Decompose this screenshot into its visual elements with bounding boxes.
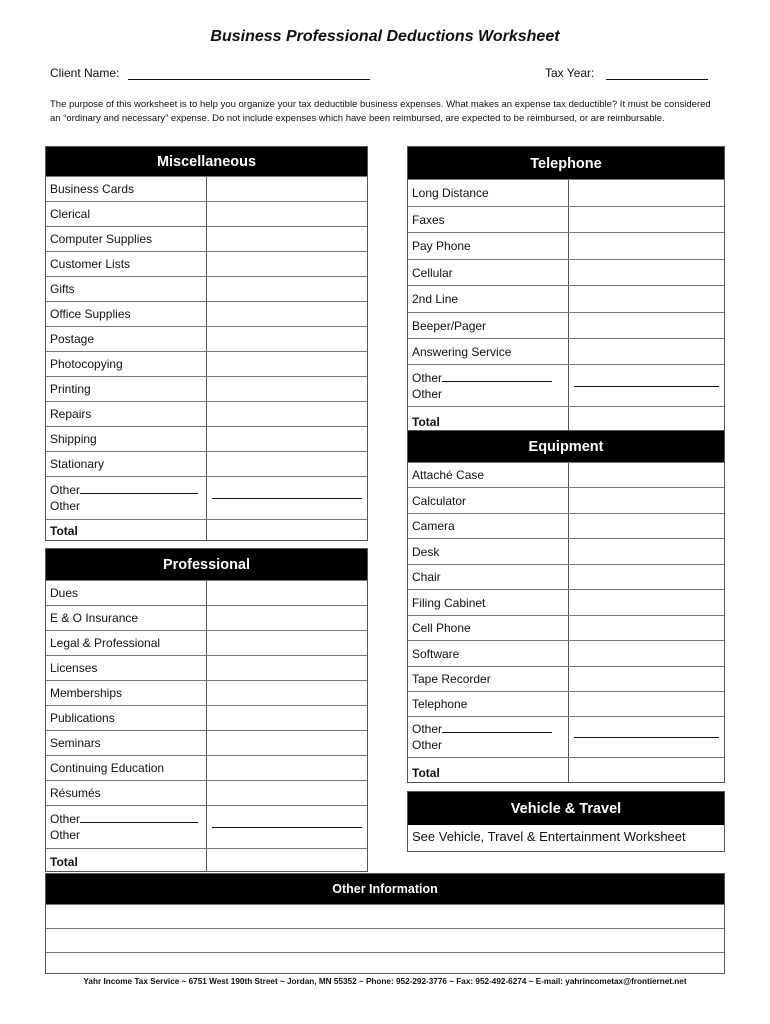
table-row	[46, 655, 367, 680]
table-row	[408, 312, 724, 338]
row-label: Faxes	[408, 207, 569, 232]
other-amount-field[interactable]	[569, 365, 724, 406]
other-description-field[interactable]	[442, 370, 552, 382]
other-label	[408, 365, 569, 406]
amount-field[interactable]	[569, 313, 724, 338]
table-row	[46, 401, 367, 426]
miscellaneous-rows	[46, 176, 367, 540]
amount-line	[212, 827, 362, 828]
table-row	[408, 206, 724, 232]
row-label: Computer Supplies	[46, 227, 207, 251]
amount-field[interactable]	[207, 581, 367, 605]
total-label: Total	[46, 520, 207, 540]
row-label: Desk	[408, 539, 569, 564]
other-description-field[interactable]	[442, 721, 552, 733]
total-amount-field[interactable]	[569, 758, 724, 782]
table-row	[408, 259, 724, 285]
row-label: E & O Insurance	[46, 606, 207, 630]
table-row	[46, 251, 367, 276]
amount-field[interactable]	[207, 731, 367, 755]
row-label: Dues	[46, 581, 207, 605]
row-label: Long Distance	[408, 180, 569, 206]
table-row	[46, 580, 367, 605]
amount-field[interactable]	[207, 277, 367, 301]
amount-field[interactable]	[207, 177, 367, 201]
row-label: Seminars	[46, 731, 207, 755]
row-label: Repairs	[46, 402, 207, 426]
table-row	[408, 513, 724, 538]
table-row	[408, 179, 724, 206]
amount-field[interactable]	[207, 681, 367, 705]
vehicle-travel-note: See Vehicle, Travel & Entertainment Worksheet	[412, 829, 686, 844]
row-label: Photocopying	[46, 352, 207, 376]
purpose-text: The purpose of this worksheet is to help you organize your tax deductible business expenses. What makes an expense tax deductible? It must be considered an “ordinary and necessary” expense. Do not include expenses which have been reimbursed, are expected to be reimbursed, or are reimbursable.	[50, 99, 711, 124]
amount-field[interactable]	[207, 452, 367, 476]
row-label: Cellular	[408, 260, 569, 285]
row-label: Shipping	[46, 427, 207, 451]
other-label	[46, 806, 207, 848]
amount-line	[212, 498, 362, 499]
row-label: Answering Service	[408, 339, 569, 364]
table-row	[46, 680, 367, 705]
total-amount-field[interactable]	[207, 520, 367, 540]
total-row	[46, 848, 367, 871]
other-label-2: Other	[412, 738, 443, 752]
other-information-line[interactable]	[46, 952, 724, 976]
amount-field[interactable]	[569, 286, 724, 312]
table-row	[46, 451, 367, 476]
other-label-2: Other	[412, 386, 443, 401]
row-label: Stationary	[46, 452, 207, 476]
row-label: Cell Phone	[408, 616, 569, 640]
client-name-label: Client Name:	[50, 66, 120, 80]
table-row	[408, 338, 724, 364]
table-row	[46, 201, 367, 226]
amount-field[interactable]	[569, 616, 724, 640]
row-label: Printing	[46, 377, 207, 401]
vehicle-travel-section	[407, 791, 725, 852]
amount-field[interactable]	[207, 377, 367, 401]
row-label: Office Supplies	[46, 302, 207, 326]
total-amount-field[interactable]	[207, 849, 367, 871]
row-label: Beeper/Pager	[408, 313, 569, 338]
amount-field[interactable]	[207, 202, 367, 226]
amount-field[interactable]	[207, 656, 367, 680]
other-row	[46, 476, 367, 519]
amount-field[interactable]	[207, 427, 367, 451]
table-row	[46, 730, 367, 755]
table-row	[408, 640, 724, 666]
amount-field[interactable]	[569, 692, 724, 716]
other-description-field[interactable]	[80, 482, 198, 494]
table-row	[46, 705, 367, 730]
amount-field[interactable]	[569, 641, 724, 666]
other-amount-field[interactable]	[569, 717, 724, 757]
other-information-line[interactable]	[46, 928, 724, 952]
table-row	[46, 226, 367, 251]
other-amount-field[interactable]	[207, 477, 367, 519]
amount-field[interactable]	[569, 590, 724, 615]
other-label	[46, 477, 207, 519]
other-information-section	[45, 873, 725, 974]
table-row	[46, 276, 367, 301]
table-row	[408, 589, 724, 615]
tax-year-label: Tax Year:	[545, 66, 595, 80]
row-label: Gifts	[46, 277, 207, 301]
row-label: Calculator	[408, 488, 569, 513]
table-row	[46, 630, 367, 655]
table-row	[408, 564, 724, 589]
amount-field[interactable]	[207, 706, 367, 730]
amount-line	[574, 386, 719, 387]
miscellaneous-header: Miscellaneous	[46, 147, 367, 176]
professional-header: Professional	[46, 549, 367, 580]
row-label: Memberships	[46, 681, 207, 705]
table-row	[46, 780, 367, 805]
total-row	[46, 519, 367, 540]
table-row	[408, 666, 724, 691]
amount-field[interactable]	[569, 514, 724, 538]
table-row	[46, 426, 367, 451]
other-label-1: Other	[50, 483, 81, 497]
table-row	[408, 487, 724, 513]
amount-field[interactable]	[207, 781, 367, 805]
table-row	[408, 462, 724, 487]
amount-field[interactable]	[569, 667, 724, 691]
other-label-1: Other	[412, 722, 443, 736]
amount-field[interactable]	[569, 207, 724, 232]
tax-year-field[interactable]	[606, 79, 708, 80]
other-label-1: Other	[50, 812, 81, 826]
amount-field[interactable]	[207, 352, 367, 376]
professional-section	[45, 548, 368, 872]
table-row	[46, 351, 367, 376]
row-label: Pay Phone	[408, 233, 569, 259]
other-label-2: Other	[50, 828, 81, 842]
row-label: Clerical	[46, 202, 207, 226]
other-description-field[interactable]	[80, 811, 198, 823]
table-row	[408, 691, 724, 716]
other-amount-field[interactable]	[207, 806, 367, 848]
table-row	[46, 326, 367, 351]
amount-field[interactable]	[569, 260, 724, 285]
row-label: Legal & Professional	[46, 631, 207, 655]
other-label-1: Other	[412, 370, 443, 385]
table-row	[408, 232, 724, 259]
row-label: Postage	[46, 327, 207, 351]
total-row	[408, 406, 724, 431]
amount-field[interactable]	[569, 463, 724, 487]
vehicle-travel-header: Vehicle & Travel	[408, 792, 724, 825]
row-label: Publications	[46, 706, 207, 730]
equipment-header: Equipment	[408, 431, 724, 462]
amount-field[interactable]	[207, 227, 367, 251]
amount-field[interactable]	[207, 402, 367, 426]
total-label: Total	[408, 758, 569, 782]
row-label: Filing Cabinet	[408, 590, 569, 615]
table-row	[408, 285, 724, 312]
table-row	[408, 538, 724, 564]
telephone-header: Telephone	[408, 147, 724, 179]
total-label: Total	[46, 849, 207, 871]
amount-field[interactable]	[207, 327, 367, 351]
row-label: Business Cards	[46, 177, 207, 201]
footer-contact: Yahr Income Tax Service ~ 6751 West 190th Street ~ Jordan, MN 55352 ~ Phone: 952-292-3776 ~ Fax: 952-492-6274 ~ E-mail: yahrincometax@frontiernet.net	[83, 977, 687, 986]
other-row	[408, 364, 724, 406]
miscellaneous-section	[45, 146, 368, 541]
row-label: Attaché Case	[408, 463, 569, 487]
other-information-header: Other Information	[46, 874, 724, 904]
amount-field[interactable]	[207, 606, 367, 630]
row-label: Software	[408, 641, 569, 666]
row-label: 2nd Line	[408, 286, 569, 312]
other-row	[46, 805, 367, 848]
row-label: Telephone	[408, 692, 569, 716]
amount-field[interactable]	[207, 631, 367, 655]
amount-field[interactable]	[207, 302, 367, 326]
row-label: Tape Recorder	[408, 667, 569, 691]
table-row	[46, 755, 367, 780]
amount-field[interactable]	[207, 252, 367, 276]
equipment-section	[407, 430, 725, 783]
amount-field[interactable]	[569, 565, 724, 589]
amount-field[interactable]	[569, 339, 724, 364]
amount-field[interactable]	[569, 488, 724, 513]
table-row	[46, 301, 367, 326]
row-label: Chair	[408, 565, 569, 589]
amount-field[interactable]	[207, 756, 367, 780]
amount-field[interactable]	[569, 180, 724, 206]
row-label: Résumés	[46, 781, 207, 805]
worksheet-title: Business Professional Deductions Worksheet	[210, 28, 560, 45]
other-row	[408, 716, 724, 757]
table-row	[46, 176, 367, 201]
row-label: Continuing Education	[46, 756, 207, 780]
row-label: Licenses	[46, 656, 207, 680]
amount-field[interactable]	[569, 233, 724, 259]
table-row	[46, 376, 367, 401]
client-name-field[interactable]	[128, 79, 370, 80]
telephone-section	[407, 146, 725, 432]
amount-line	[574, 737, 719, 738]
other-information-line[interactable]	[46, 904, 724, 928]
other-label	[408, 717, 569, 757]
row-label: Camera	[408, 514, 569, 538]
other-label-2: Other	[50, 499, 81, 513]
row-label: Customer Lists	[46, 252, 207, 276]
table-row	[408, 615, 724, 640]
total-label: Total	[408, 407, 569, 431]
amount-field[interactable]	[569, 539, 724, 564]
total-amount-field[interactable]	[569, 407, 724, 431]
total-row	[408, 757, 724, 782]
table-row	[46, 605, 367, 630]
